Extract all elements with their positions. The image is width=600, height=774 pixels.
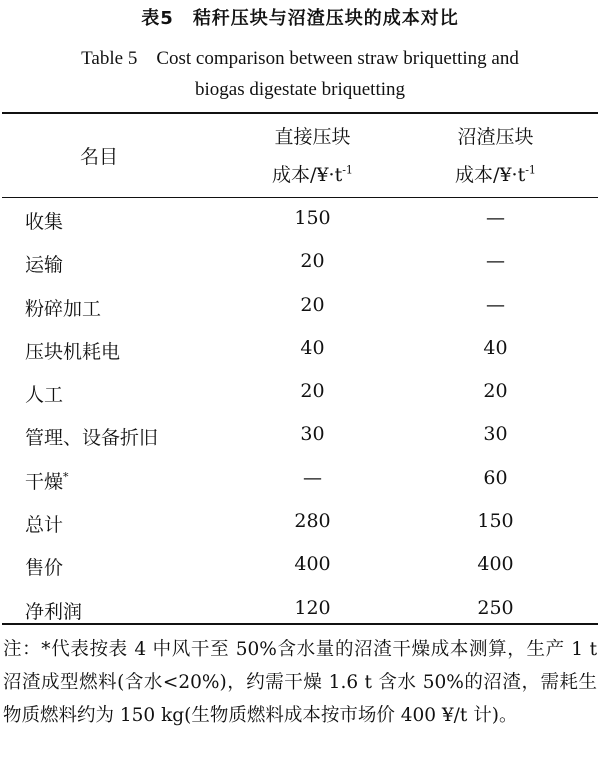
table-title-en-line1: Table 5 Cost comparison between straw briquetting and: [81, 48, 519, 69]
header-direct-unit-text: 成本/¥·t: [272, 164, 343, 186]
row-direct-cost: 30: [300, 423, 325, 446]
row-digestate-cost: 40: [483, 336, 508, 359]
table-row: [0, 458, 600, 501]
row-direct-cost: 120: [294, 596, 331, 619]
row-digestate-cost: 400: [477, 553, 514, 576]
table-row: [0, 198, 600, 241]
top-rule: [2, 112, 598, 114]
table-row: [0, 241, 600, 284]
row-direct-cost: 20: [300, 293, 325, 316]
row-digestate-cost: 150: [477, 510, 514, 533]
row-digestate-cost: 250: [477, 596, 514, 619]
row-direct-cost: —: [303, 466, 322, 489]
row-item-text: 净利润: [25, 600, 83, 623]
row-direct-cost: 280: [294, 510, 331, 533]
header-digestate-unit: [428, 160, 563, 187]
row-item: [25, 597, 82, 624]
row-digestate-cost: 20: [483, 380, 508, 403]
row-item: [25, 380, 63, 407]
table-row: [0, 285, 600, 328]
row-item: [25, 250, 63, 277]
table-note: 注：*代表按表 4 中风干至 50%含水量的沼渣干燥成本测算，生产 1 t 沼渣成型燃料(含水<20%)，约需干燥 1.6 t 含水 50%的沼渣，需耗生物质燃料约为 150 kg(生物质燃料成本按市场价 400 ¥/t 计)。: [3, 639, 597, 726]
header-digestate-unit-sup: -1: [525, 163, 536, 177]
row-item-text: 压块机耗电: [25, 340, 121, 363]
row-direct-cost: 40: [300, 336, 325, 359]
table-row: [0, 544, 600, 587]
header-direct-unit: [245, 160, 380, 187]
row-item-text: 粉碎加工: [25, 297, 102, 320]
row-item-text: 总计: [25, 514, 64, 537]
table-row: [0, 371, 600, 414]
header-digestate-line1: 沼渣压块: [457, 126, 534, 148]
row-item-text: 运输: [25, 254, 64, 277]
row-item: [25, 207, 63, 234]
table-row: [0, 501, 600, 544]
bottom-rule: [2, 623, 598, 625]
row-item: [25, 423, 158, 450]
row-item-text: 管理、设备折旧: [25, 427, 159, 450]
row-direct-cost: 20: [300, 250, 325, 273]
row-item-text: 售价: [25, 557, 64, 580]
row-digestate-cost: —: [486, 293, 505, 316]
row-direct-cost: 400: [294, 553, 331, 576]
row-item: [25, 510, 63, 537]
row-item-text: 收集: [25, 211, 64, 233]
header-direct-unit-sup: -1: [342, 163, 353, 177]
row-digestate-cost: —: [486, 250, 505, 273]
row-item-text: 人工: [25, 384, 64, 407]
row-direct-cost: 150: [294, 207, 331, 229]
header-name: 名目: [80, 146, 119, 168]
row-item: [25, 294, 101, 321]
row-item: [25, 553, 63, 580]
table-title-en-line2: biogas digestate briquetting: [194, 79, 405, 100]
row-digestate-cost: —: [486, 207, 505, 229]
header-direct-line1: 直接压块: [274, 126, 351, 148]
row-digestate-cost: 30: [483, 423, 508, 446]
row-item-mark: *: [63, 470, 69, 484]
table-row: [0, 328, 600, 371]
table-body: [0, 198, 600, 631]
table-row: [0, 414, 600, 457]
row-item: [25, 337, 120, 364]
table-title-zh: 表5 秸秆压块与沼渣压块的成本对比: [141, 8, 459, 29]
header-digestate-unit-text: 成本/¥·t: [455, 164, 526, 186]
row-item-text: 干燥: [25, 470, 64, 493]
row-digestate-cost: 60: [483, 466, 508, 489]
row-direct-cost: 20: [300, 380, 325, 403]
row-item: [25, 467, 69, 494]
